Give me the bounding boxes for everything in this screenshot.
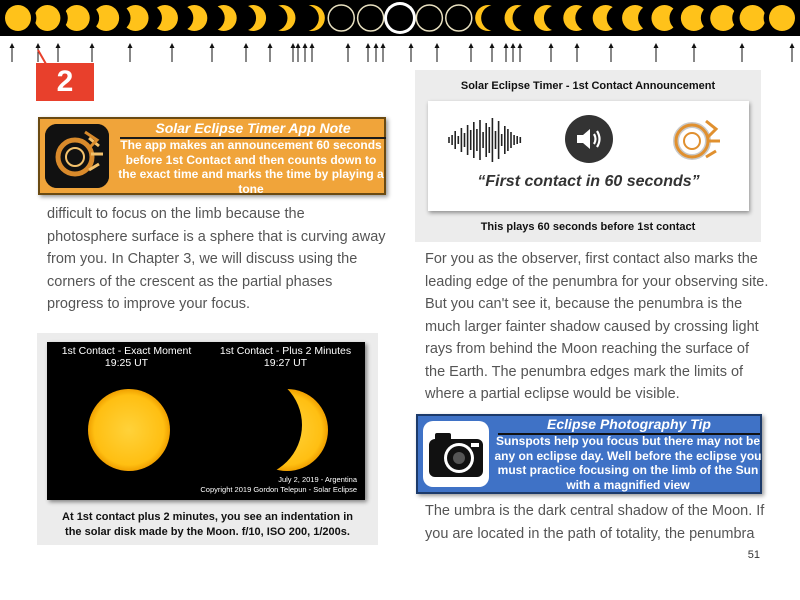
contact-photo [47, 342, 365, 500]
camera-icon [423, 421, 489, 487]
timeline-tick-arrow [244, 43, 249, 48]
timer-panel-title: Solar Eclipse Timer - 1st Contact Announcement [460, 80, 716, 92]
eclipse-phase-disk [240, 5, 266, 31]
photo-caption-line2: the solar disk made by the Moon. f/10, ISO 200, 1/200s. [65, 526, 350, 538]
timeline-tick-arrow [609, 43, 614, 48]
eclipse-phase-disk [5, 5, 31, 31]
photo-right-label-line1: 1st Contact - Plus 2 Minutes [219, 345, 352, 357]
eclipse-phase-disk [181, 5, 207, 31]
timeline-tick-arrow [549, 43, 554, 48]
eclipse-phase-disk [681, 5, 707, 31]
photo-credit-line2: Copyright 2019 Gordon Telepun - Solar Eclipse [200, 484, 357, 494]
eclipse-phase-disk [328, 5, 354, 31]
badge-pointer [38, 50, 46, 64]
eclipse-phase-disk [269, 5, 295, 31]
timeline-tick-arrow [740, 43, 745, 48]
contact-photo-panel [37, 333, 378, 545]
timer-panel [415, 70, 761, 242]
timer-card [428, 101, 749, 211]
eclipse-phase-disk [740, 5, 766, 31]
photo-tip-box [416, 414, 762, 494]
timeline-tick-arrow [692, 43, 697, 48]
sound-wave-icon [446, 115, 526, 165]
photo-credit [200, 475, 357, 494]
timeline-tick-arrow [366, 43, 371, 48]
app-note-box [38, 117, 386, 195]
timeline-ticks [0, 40, 800, 66]
sun-disk-exact [88, 389, 170, 471]
timer-quote: “First contact in 60 seconds” [477, 173, 700, 190]
timeline-tick-arrow [296, 43, 301, 48]
timeline-tick-arrow [511, 43, 516, 48]
eclipse-phase-disk [593, 5, 619, 31]
timeline-tick-arrow [210, 43, 215, 48]
eclipse-phase-disk [769, 5, 795, 31]
photo-credit-line1: July 2, 2019 - Argentina [278, 475, 357, 484]
timeline-tick-arrow [409, 43, 414, 48]
timeline-tick-arrow [790, 43, 795, 48]
timeline-tick-arrow [374, 43, 379, 48]
sun-disk-plus-two [246, 389, 328, 471]
eclipse-phase-disk [384, 2, 416, 34]
timeline-tick-arrow [435, 43, 440, 48]
timeline-tick-arrow [381, 43, 386, 48]
photo-caption-line1: At 1st contact plus 2 minutes, you see an indentation in [62, 511, 353, 523]
eclipse-phase-disk [622, 5, 648, 31]
photo-left-label-line2: 19:25 UT [104, 357, 149, 369]
photo-tip-body: Sunspots help you focus but there may not be any on eclipse day. Well before the eclipse you must practice focusing on the limb of the Sun with a magnified view [494, 434, 762, 492]
bottom-paragraph: The umbra is the dark central shadow of the Moon. If you are located in the path of totality, the penumbra [425, 503, 765, 542]
eclipse-phase-disk [651, 5, 677, 31]
eclipse-phase-disk [211, 5, 237, 31]
eclipse-phase-disk [534, 5, 560, 31]
timeline-tick-arrow [504, 43, 509, 48]
timeline-tick-arrow [654, 43, 659, 48]
chapter-badge: 2 [36, 63, 94, 101]
timeline-tick-arrow [575, 43, 580, 48]
eclipse-phase-disk [34, 5, 60, 31]
eclipse-phase-disk [64, 5, 90, 31]
right-paragraph: For you as the observer, first contact also marks the leading edge of the penumbra for your observing site. But you can't see it, because the penumbra is the much larger fainter shadow caused by crossing light rays from behind the Moon reaching the surface of the Earth. The penumbra edges mark the limits of where a partial eclipse would be visible. [425, 251, 769, 402]
eclipse-phase-disk [446, 5, 472, 31]
timer-caption: This plays 60 seconds before 1st contact [480, 221, 696, 233]
speaker-icon [565, 115, 613, 163]
timeline-tick-arrow [268, 43, 273, 48]
timeline-tick-arrow [90, 43, 95, 48]
app-note-title: Solar Eclipse Timer App Note [120, 120, 386, 139]
eclipse-phase-strip [0, 0, 800, 36]
timeline-tick-arrow [10, 43, 15, 48]
timeline-tick-arrow [310, 43, 315, 48]
eclipse-phase-disk [475, 5, 501, 31]
page-number: 51 [747, 549, 760, 561]
timeline-tick-arrow [36, 43, 41, 48]
timeline-tick-arrow [469, 43, 474, 48]
eclipse-phase-disk [93, 5, 119, 31]
photo-right-label-line2: 19:27 UT [263, 357, 308, 369]
eclipse-sequence-graphic [0, 0, 800, 36]
eclipse-phase-disk [123, 5, 149, 31]
eclipse-phase-disk [505, 5, 531, 31]
eclipse-timer-app-icon [45, 124, 109, 188]
eclipse-phase-disk [358, 5, 384, 31]
timeline-tick-arrow [303, 43, 308, 48]
timeline-tick-arrow [346, 43, 351, 48]
photo-tip-title: Eclipse Photography Tip [498, 416, 760, 435]
timeline-tick-arrow [291, 43, 296, 48]
timeline-tick-arrow [490, 43, 495, 48]
photo-caption [37, 510, 378, 540]
timeline-tick-arrow [56, 43, 61, 48]
eclipse-phase-disk [563, 5, 589, 31]
eclipse-phase-disk [152, 5, 178, 31]
left-paragraph: difficult to focus on the limb because the photosphere surface is a sphere that is curving away from you. In Chapter 3, we will discuss using the corners of the crescent as the partial phases progress to improve your focus. [47, 206, 386, 312]
eclipse-timer-app-icon [668, 111, 724, 167]
app-note-body: The app makes an announcement 60 seconds before 1st Contact and then counts down to the exact time and marks the time by playing a tone [118, 138, 384, 196]
eclipse-phase-disk [299, 5, 325, 31]
timeline-tick-arrow [518, 43, 523, 48]
eclipse-phase-disk [710, 5, 736, 31]
timeline-tick-arrow [128, 43, 133, 48]
timeline-tick-arrow [170, 43, 175, 48]
eclipse-phase-disk [416, 5, 442, 31]
photo-left-label-line1: 1st Contact - Exact Moment [61, 345, 192, 357]
